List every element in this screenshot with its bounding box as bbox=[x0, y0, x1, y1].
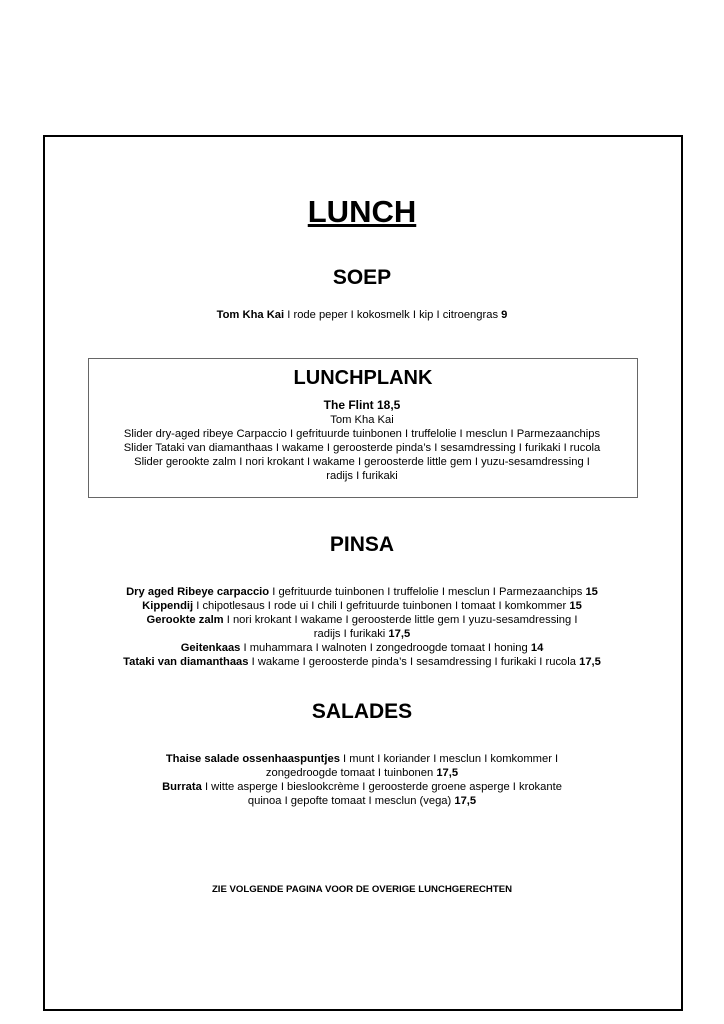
lunchplank-line: Slider gerookte zalm I nori krokant I wakame I geroosterde little gem I yuzu-sesamdressing I bbox=[134, 456, 590, 468]
item-description: zongedroogde tomaat I tuinbonen bbox=[265, 767, 437, 779]
section-heading-pinsa: PINSA bbox=[329, 533, 395, 556]
item-name: Gerookte zalm bbox=[146, 614, 224, 626]
item-name: Kippendij bbox=[142, 600, 194, 612]
item-description: I witte asperge I bieslookcrème I geroosterde groene asperge I krokante bbox=[201, 781, 562, 793]
footer-note: ZIE VOLGENDE PAGINA VOOR DE OVERIGE LUNCHGERECHTEN bbox=[211, 884, 513, 895]
lunchplank-line: Tom Kha Kai bbox=[330, 414, 394, 426]
item-description: I gefrituurde tuinbonen I truffelolie I mesclun I Parmezaanchips bbox=[269, 586, 586, 598]
item-name: Tataki van diamanthaas bbox=[123, 656, 249, 668]
menu-item-pinsa-continued bbox=[0, 627, 724, 641]
item-description: I munt I koriander I mesclun I komkommer I bbox=[339, 753, 559, 765]
menu-item-pinsa bbox=[0, 599, 724, 613]
section-heading-salades: SALADES bbox=[311, 700, 413, 723]
item-name: Dry aged Ribeye carpaccio bbox=[126, 586, 270, 598]
lunchplank-line: Slider Tataki van diamanthaas I wakame I geroosterde pinda’s I sesamdressing I furikaki I rucola bbox=[123, 442, 601, 454]
item-price: 15 bbox=[585, 586, 598, 598]
menu-item-pinsa bbox=[0, 613, 724, 627]
item-name: Geitenkaas bbox=[180, 642, 241, 654]
item-description: I wakame I geroosterde pinda’s I sesamdressing I furikaki I rucola bbox=[248, 656, 580, 668]
menu-item-salade-continued bbox=[0, 794, 724, 808]
menu-item-soep bbox=[0, 308, 724, 322]
lunchplank-line: Slider dry-aged ribeye Carpaccio I gefrituurde tuinbonen I truffelolie I mesclun I Parmezaanchips bbox=[123, 428, 601, 440]
item-name: Tom Kha Kai bbox=[216, 309, 285, 321]
menu-item-salade-continued bbox=[0, 766, 724, 780]
section-heading-lunchplank: LUNCHPLANK bbox=[293, 367, 433, 389]
item-description: I muhammara I walnoten I zongedroogde tomaat I honing bbox=[240, 642, 531, 654]
item-description: I chipotlesaus I rode ui I chili I gefrituurde tuinbonen I tomaat I komkommer bbox=[193, 600, 570, 612]
item-description: I nori krokant I wakame I geroosterde little gem I yuzu-sesamdressing I bbox=[223, 614, 578, 626]
item-price: 15 bbox=[569, 600, 582, 612]
lunchplank-subtitle: The Flint 18,5 bbox=[323, 398, 401, 412]
item-price: 17,5 bbox=[579, 656, 601, 668]
section-heading-soep: SOEP bbox=[332, 266, 392, 289]
menu-item-pinsa bbox=[0, 585, 724, 599]
menu-item-salade bbox=[0, 780, 724, 794]
item-price: 17,5 bbox=[454, 795, 477, 807]
item-description: quinoa I gepofte tomaat I mesclun (vega) bbox=[247, 795, 455, 807]
item-price: 9 bbox=[501, 309, 508, 321]
menu-item-pinsa bbox=[0, 655, 724, 669]
item-description: I rode peper I kokosmelk I kip I citroengras bbox=[284, 309, 502, 321]
item-name: Thaise salade ossenhaaspuntjes bbox=[165, 753, 340, 765]
page-title: LUNCH bbox=[307, 194, 417, 229]
menu-item-pinsa bbox=[0, 641, 724, 655]
lunchplank-line: radijs I furikaki bbox=[326, 470, 398, 482]
item-price: 14 bbox=[530, 642, 544, 654]
item-price: 17,5 bbox=[436, 767, 459, 779]
item-price: 17,5 bbox=[388, 628, 411, 640]
item-description: radijs I furikaki bbox=[313, 628, 389, 640]
item-name: Burrata bbox=[162, 781, 202, 793]
menu-item-salade bbox=[0, 752, 724, 766]
